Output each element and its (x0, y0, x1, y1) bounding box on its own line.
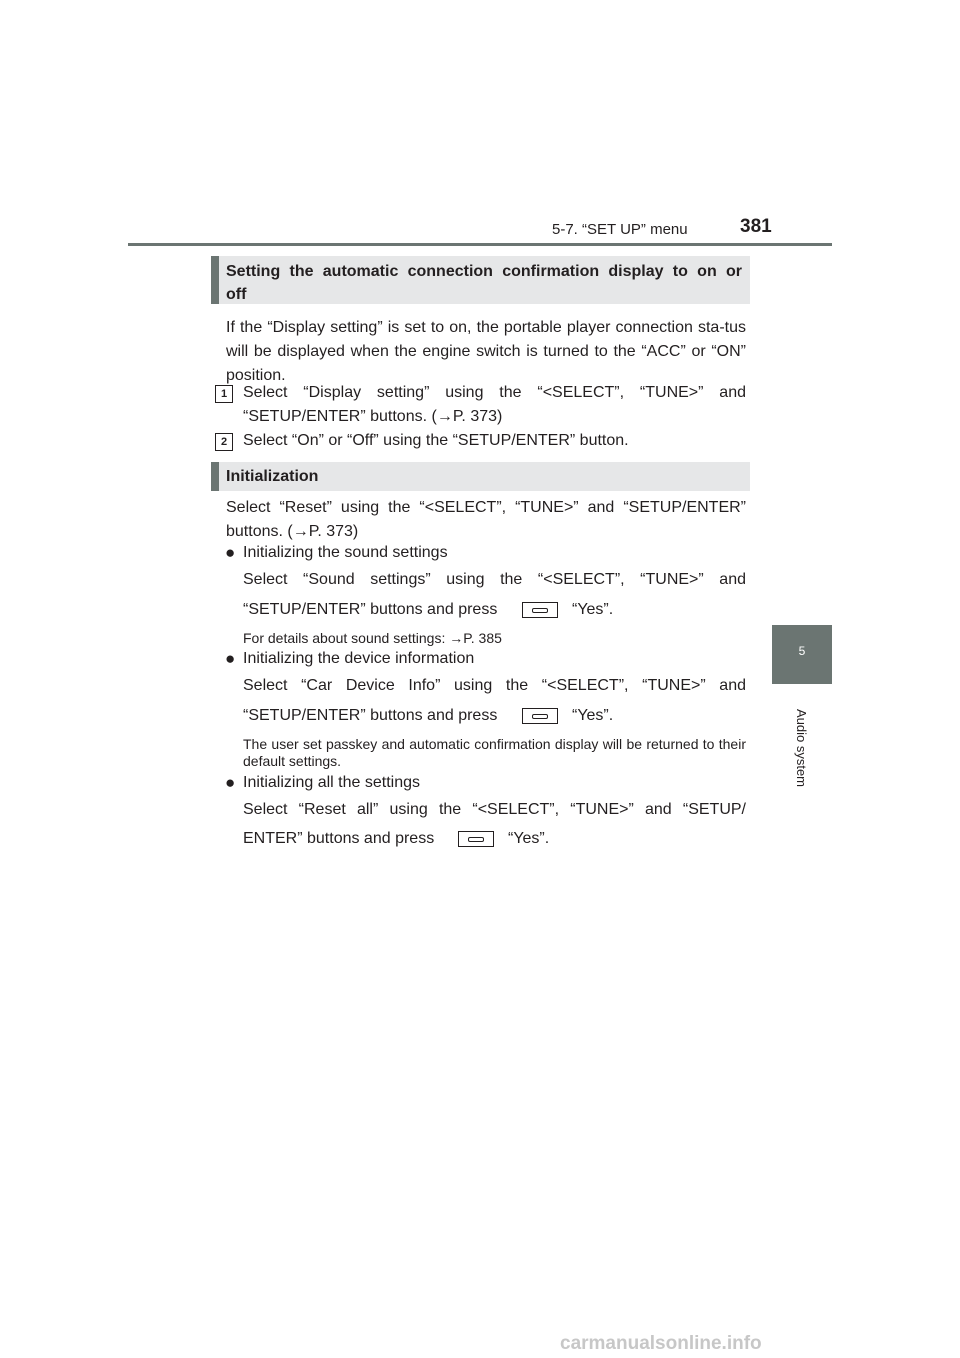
section1-intro: If the “Display setting” is set to on, the portable player connection sta-tus will be displayed when the engine switch is turned to the “ACC” or “ON” position. (226, 319, 746, 384)
item-2-line-1: Select “Car Device Info” using the “<SELECT”, “TUNE>” and (243, 677, 746, 694)
item-3-line-2a: ENTER” buttons and press (243, 830, 435, 847)
section-breadcrumb: 5-7. “SET UP” menu (552, 221, 688, 238)
section2-intro-line-1: Select “Reset” using the “<SELECT”, “TUNE>” and “SETUP/ENTER” (226, 499, 746, 516)
setup-enter-button-icon (522, 708, 558, 724)
item-2-note: The user set passkey and automatic confirmation display will be returned to their default settings. (243, 736, 746, 769)
item-3-line-1: Select “Reset all” using the “<SELECT”, “TUNE>” and “SETUP/ (243, 801, 746, 818)
item-1-line-2a: “SETUP/ENTER” buttons and press (243, 601, 498, 618)
chapter-number: 5 (798, 644, 806, 658)
item-3-heading: Initializing all the settings (243, 774, 420, 791)
item-2-line-2a: “SETUP/ENTER” buttons and press (243, 707, 498, 724)
step-1-line-1: Select “Display setting” using the “<SELECT”, “TUNE>” and (243, 384, 746, 401)
section-heading-display-setting: Setting the automatic connection confirmation display to on or off (211, 256, 750, 304)
section-heading-initialization: Initialization (211, 462, 750, 491)
step-1-box: 1 (215, 385, 233, 403)
item-2-heading: Initializing the device information (243, 650, 475, 667)
chapter-label: Audio system (794, 708, 809, 788)
item-1-heading: Initializing the sound settings (243, 544, 448, 561)
header-rule (128, 243, 832, 246)
setup-enter-button-icon (522, 602, 558, 618)
item-2-line-2b: “Yes”. (572, 707, 614, 724)
chapter-tab (772, 625, 832, 684)
bullet-icon: ● (225, 649, 236, 668)
bullet-icon: ● (225, 773, 236, 792)
item-3-line-2b: “Yes”. (508, 830, 550, 847)
step-2-box: 2 (215, 433, 233, 451)
setup-enter-button-icon (458, 831, 494, 847)
step-1-line-2: “SETUP/ENTER” buttons. (→P. 373) (243, 408, 503, 425)
section2-intro-line-2: buttons. (→P. 373) (226, 523, 359, 540)
item-1-line-1: Select “Sound settings” using the “<SELECT”, “TUNE>” and (243, 571, 746, 588)
item-1-note: For details about sound settings: →P. 385 (243, 630, 502, 646)
item-1-line-2b: “Yes”. (572, 601, 614, 618)
page-number: 381 (740, 216, 772, 237)
step-2-text: Select “On” or “Off” using the “SETUP/ENTER” button. (243, 432, 629, 449)
watermark-text: carmanualsonline.info (560, 1333, 762, 1354)
bullet-icon: ● (225, 543, 236, 562)
